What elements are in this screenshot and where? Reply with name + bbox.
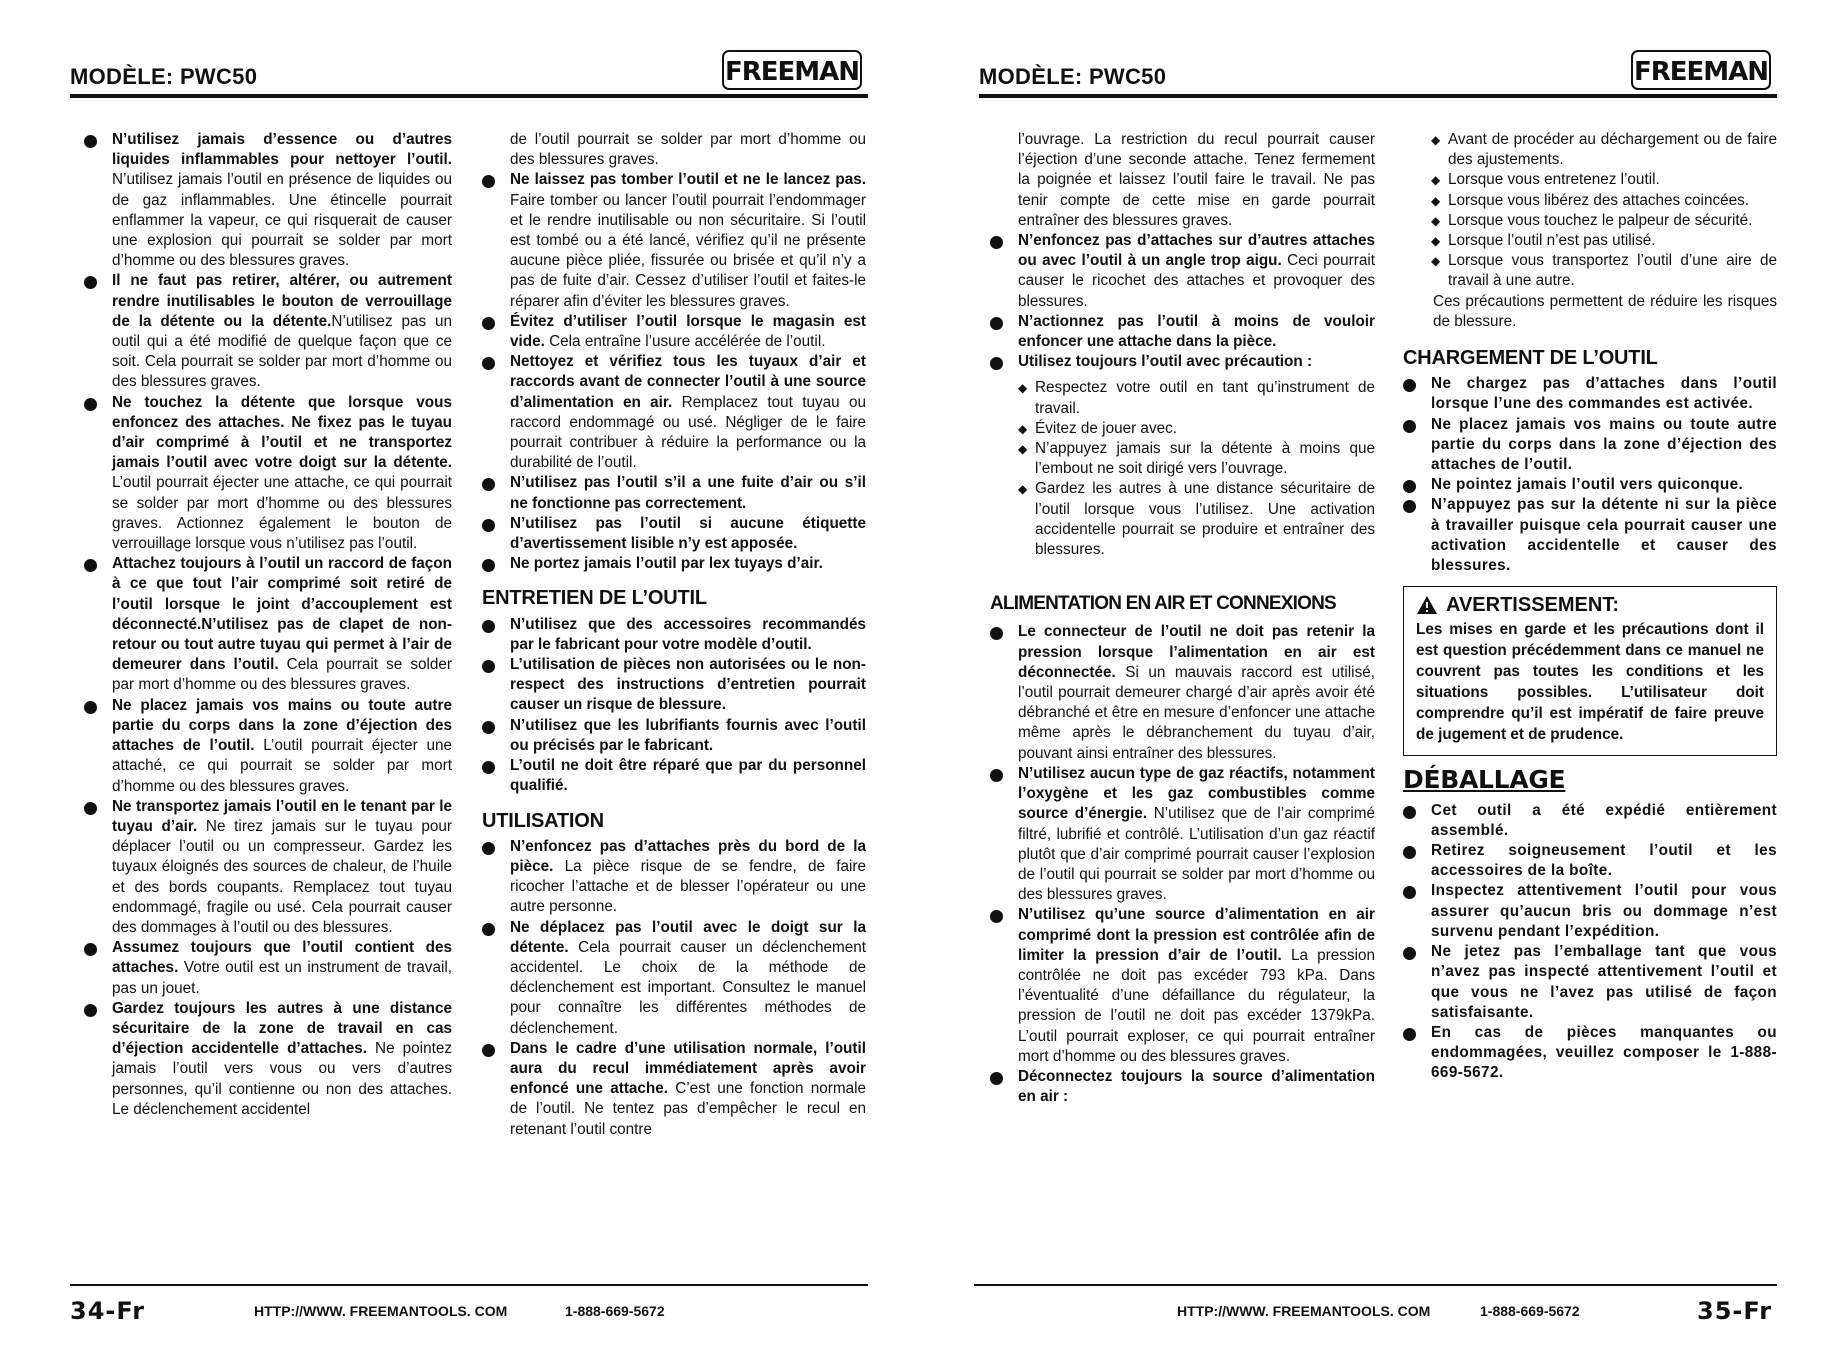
bold-text: Évitez d’utiliser l’outil lorsque le magasin est vide. <box>510 312 866 351</box>
diamond-bullet-icon: ◆ <box>1018 421 1028 436</box>
list-item <box>84 696 452 797</box>
bullet-icon <box>482 519 495 532</box>
bold-text: N’actionnez pas l’outil à moins de vouloir enfoncer une attache dans la pièce. <box>1018 312 1375 351</box>
sub-item-text: Lorsque vous libérez des attaches coincées. <box>1448 191 1750 209</box>
bold-text: N’appuyez pas sur la détente ni sur la pièce à travailler puisque cela pourrait causer une activation accidentelle et causer des blessures. <box>1431 496 1777 575</box>
bold-text: N’enfoncez pas d’attaches près du bord de la pièce. <box>510 837 866 875</box>
bullet-icon <box>482 559 495 572</box>
bullet-icon <box>1403 846 1416 859</box>
sub-list-item <box>1403 130 1777 170</box>
right-page <box>917 0 1834 1362</box>
bold-text: Utilisez toujours l’outil avec précaution : <box>1018 353 1313 371</box>
body-text: N’utilisez que de l’air comprimé filtré, lubrifié et contrôlé. L’utilisation d’un gaz réactif plutôt que d’air comprimé pourrait causer l’explosion de l’outil qui pourrait se solder par mort d’homme ou des blessures graves. <box>1018 805 1376 904</box>
sub-item-text: Évitez de jouer avec. <box>1035 419 1177 437</box>
sub-item-text: Lorsque l’outil n’est pas utilisé. <box>1448 232 1656 250</box>
bold-text: Ne touchez la détente que lorsque vous enfoncez des attaches. Ne fixez pas le tuyau d’air comprimé à l’outil et ne transportez jamais l’outil avec votre doigt sur la détente. <box>112 393 452 472</box>
list-item <box>1403 841 1777 881</box>
bold-text: Ne placez jamais vos mains ou toute autre partie du corps dans la zone d’éjection des attaches de l’outil. <box>1431 415 1777 474</box>
bold-text: Inspectez attentivement l’outil pour vous assurer qu’aucun bris ou dommage n’est survenu pendant l’expédition. <box>1431 882 1777 940</box>
body-text: Si un mauvais raccord est utilisé, l’outil pourrait demeurer chargé d’air après avoir été débranché et être en mesure d’enfoncer une attache même après le débranchement du tuyau d’air, pouvant ainsi entraîner des blessures. <box>1018 663 1375 762</box>
warning-box <box>1403 586 1777 756</box>
footer-rule <box>974 1284 1777 1286</box>
page-number: 34-Fr <box>70 1297 146 1325</box>
sub-list-item <box>1403 211 1777 231</box>
list-item <box>990 1067 1375 1107</box>
diamond-bullet-icon: ◆ <box>1018 442 1028 457</box>
bold-text: N’enfoncez pas d’attaches sur d’autres attaches ou avec l’outil à un angle trop aigu. <box>1018 232 1375 270</box>
bold-text: Ne laissez pas tomber l’outil et ne le lancez pas. <box>510 171 866 189</box>
bullet-icon <box>482 317 495 330</box>
body-text: C’est une fonction normale de l’outil. Ne tentez pas d’empêcher le recul en retenant l’outil contre <box>510 1080 866 1138</box>
sub-list-item <box>1403 231 1777 251</box>
bullet-icon <box>482 357 495 370</box>
bold-text: Retirez soigneusement l’outil et les accessoires de la boîte. <box>1431 842 1777 880</box>
bullet-icon <box>84 559 97 572</box>
bullet-icon <box>482 1044 495 1057</box>
sub-item-text: Lorsque vous touchez le palpeur de sécurité. <box>1448 211 1753 229</box>
diamond-bullet-icon: ◆ <box>1018 381 1028 396</box>
list-item <box>1403 374 1777 414</box>
list-item <box>84 271 452 392</box>
bullet-icon <box>482 761 495 774</box>
alimentation-heading: ALIMENTATION EN AIR ET CONNEXIONS <box>990 593 1336 615</box>
bullet-icon <box>482 660 495 673</box>
body-text: Cela pourrait causer un déclenchement accidentel. Le choix de la méthode de déclenchement est important. Consultez le manuel pour connaître les différentes méthodes de déclenchement. <box>510 938 866 1037</box>
bold-text: Nettoyez et vérifiez tous les tuyaux d’air et raccords avant de connecter l’outil à une source d’alimentation en air. <box>510 353 866 411</box>
bold-text: Ne déplacez pas l’outil avec le doigt sur la détente. <box>510 918 866 956</box>
website-url: HTTP://WWW. FREEMANTOOLS. COM <box>254 1303 508 1319</box>
sub-item-text: N’appuyez jamais sur la détente à moins que l’embout ne soit dirigé vers l’ouvrage. <box>1035 440 1375 478</box>
model-header: MODÈLE: PWC50 <box>979 64 1167 89</box>
sub-item-text: Respectez votre outil en tant qu’instrument de travail. <box>1035 379 1375 417</box>
bold-text: Assumez toujours que l’outil contient des attaches. <box>112 939 452 977</box>
body-text: Ne pointez jamais l’outil vers vous ou vers d’autres personnes, qu’il contienne ou non des attaches. Le déclenchement accidentel <box>112 1040 452 1118</box>
body-text: Cela pourrait se solder par mort d’homme ou des blessures graves. <box>112 656 452 694</box>
list-item <box>990 622 1375 763</box>
bullet-icon <box>990 910 1003 923</box>
list-item <box>482 170 866 311</box>
sub-list-item <box>1403 170 1777 190</box>
right-column-2 <box>1403 130 1777 1084</box>
sub-list-item <box>1403 191 1777 211</box>
entretien-heading: ENTRETIEN DE L’OUTIL <box>482 587 707 610</box>
left-column-2 <box>482 130 866 1140</box>
diamond-bullet-icon: ◆ <box>1018 482 1028 497</box>
bullet-icon <box>84 943 97 956</box>
sub-list-item <box>990 479 1375 560</box>
list-item <box>990 312 1375 352</box>
sub-item-text: Gardez les autres à une distance sécuritaire de l’outil lorsque vous l’utilisez. Une activation accidentelle pourrait se produire et entraîner des blessures. <box>1035 480 1375 559</box>
bullet-icon <box>1403 480 1416 493</box>
warning-title: AVERTISSEMENT: <box>1446 594 1619 617</box>
bold-text: Ne transportez jamais l’outil en le tenant par le tuyau d’air. <box>112 797 452 835</box>
sub-item-text: Avant de procéder au déchargement ou de faire des ajustements. <box>1448 131 1777 169</box>
diamond-bullet-icon: ◆ <box>1431 213 1441 228</box>
list-item <box>1403 1023 1777 1084</box>
bullet-icon <box>84 398 97 411</box>
list-item <box>482 615 866 655</box>
chargement-heading: CHARGEMENT DE L’OUTIL <box>1403 347 1658 370</box>
bullet-icon <box>990 627 1003 640</box>
sub-item-text: Lorsque vous transportez l’outil d’une aire de travail à une autre. <box>1448 252 1777 290</box>
diamond-bullet-icon: ◆ <box>1431 254 1441 269</box>
list-item <box>482 352 866 473</box>
list-item <box>482 837 866 918</box>
list-item <box>990 905 1375 1067</box>
bullet-icon <box>84 701 97 714</box>
bullet-icon <box>1403 1028 1416 1041</box>
bullet-icon <box>482 842 495 855</box>
list-item <box>990 231 1375 312</box>
body-text: La pièce risque de se fendre, de faire ricocher l’attache et de blesser l’opérateur ou une autre personne. <box>510 857 866 916</box>
body-text: Cela entraîne l’usure accélérée de l’outil. <box>544 333 826 351</box>
body-text: Ne tirez jamais sur le tuyau pour déplacer l’outil ou un compresseur. Gardez les tuyaux éloignés des sources de chaleur, de l’huile et des bords coupants. Remplacez tout tuyau endommagé, fragile ou usé. Cela pourrait causer des dommages à l’outil ou des blessures. <box>112 817 452 936</box>
continued-text: l’ouvrage. La restriction du recul pourrait causer l’éjection d’une seconde attache. Tenez fermement la poignée et laissez l’outil faire le travail. Ne pas tenir compte de cette mise en garde pourrait entraîner des blessures graves. <box>1018 131 1375 229</box>
bold-text: N’utilisez que des accessoires recommandés par le fabricant pour votre modèle d’outil. <box>510 615 866 653</box>
body-text: Votre outil est un instrument de travail, pas un jouet. <box>112 959 452 997</box>
list-item <box>84 938 452 999</box>
svg-text:FREEMAN: FREEMAN <box>724 57 860 87</box>
diamond-bullet-icon: ◆ <box>1431 193 1441 208</box>
list-item <box>84 130 452 271</box>
bullet-icon <box>1403 886 1416 899</box>
body-text: N’utilisez jamais l’outil en présence de liquides ou de gaz inflammables. Une étincelle pourrait enflammer la vapeur, ce qui risquerait de causer une explosion qui pourrait se solder par mort d’homme ou des blessures graves. <box>112 171 452 270</box>
website-url: HTTP://WWW. FREEMANTOOLS. COM <box>1177 1303 1431 1319</box>
list-item <box>482 716 866 756</box>
freeman-logo <box>722 50 862 90</box>
bold-text: N’utilisez qu’une source d’alimentation en air comprimé dont la pression est contrôlée afin de limiter la pression d’air de l’outil. <box>1018 906 1375 964</box>
bullet-icon <box>1403 500 1416 513</box>
body-text: N’utilisez pas un outil qui a été modifié de quelque façon que ce soit. Cela pourrait se solder par mort d’homme ou des blessures graves. <box>112 312 452 391</box>
sub-list-item <box>990 419 1375 439</box>
bold-text: N’utilisez pas l’outil si aucune étiquette d’avertissement lisible n’y est apposée. <box>510 514 866 553</box>
list-item <box>84 797 452 938</box>
list-item <box>482 756 866 796</box>
body-text: La pression contrôlée ne doit pas excéder 793 kPa. Dans l’éventualité d’une défaillance du régulateur, la pression de l’outil ne doit pas excéder 1379kPa. L’outil pourrait exploser, ce qui pourrait entraîner mort d’homme ou des blessures graves. <box>1018 946 1375 1065</box>
utilisation-heading: UTILISATION <box>482 809 604 832</box>
freeman-logo <box>1631 50 1771 90</box>
list-item <box>84 999 452 1120</box>
list-item <box>482 1039 866 1140</box>
list-item <box>482 655 866 716</box>
phone-number: 1-888-669-5672 <box>1480 1303 1580 1319</box>
phone-number: 1-888-669-5672 <box>565 1303 665 1319</box>
warning-text: Les mises en garde et les précautions dont il est question précédemment dans ce manuel ne couvrent pas toutes les conditions et les situations possibles. L’utilisateur doit comprendre qu’il est impératif de faire preuve de jugement et de prudence. <box>1416 621 1764 744</box>
sub-list-item <box>990 439 1375 479</box>
body-text: Remplacez tout tuyau ou raccord endommagé ou usé. Négliger de le faire pourrait contribuer à réduire la performance ou la durabilité de l’outil. <box>510 393 866 472</box>
page-number: 35-Fr <box>1697 1297 1773 1325</box>
precaution-note: Ces précautions permettent de réduire les risques de blessure. <box>1433 292 1777 330</box>
bullet-icon <box>482 175 495 188</box>
continued-text: de l’outil pourrait se solder par mort d’homme ou des blessures graves. <box>510 131 866 169</box>
bold-text: Ne chargez pas d’attaches dans l’outil lorsque l’une des commandes est activée. <box>1431 375 1777 413</box>
list-item <box>1403 495 1777 576</box>
bullet-icon <box>990 236 1003 249</box>
list-item <box>1403 475 1777 495</box>
list-item <box>84 554 452 695</box>
bullet-icon <box>84 1004 97 1017</box>
bold-text: Il ne faut pas retirer, altérer, ou autrement rendre inutilisables le bouton de verrouillage de la détente ou la détente. <box>112 272 452 330</box>
bold-text: Ne placez jamais vos mains ou toute autre partie du corps dans la zone d’éjection des attaches de l’outil. <box>112 696 452 755</box>
header-rule <box>979 94 1777 98</box>
bullet-icon <box>84 276 97 289</box>
bullet-icon <box>990 769 1003 782</box>
bold-text: N’utilisez aucun type de gaz réactifs, notamment l’oxygène et les gaz combustibles comme source d’énergie. <box>1018 764 1375 823</box>
list-item <box>1403 415 1777 476</box>
list-item <box>482 514 866 554</box>
sub-list-item <box>990 378 1375 418</box>
list-item <box>990 764 1375 905</box>
right-column-1 <box>990 130 1375 1107</box>
list-item <box>990 352 1375 372</box>
bullet-icon <box>84 135 97 148</box>
bullet-icon <box>1403 420 1416 433</box>
left-column-1 <box>84 130 452 1120</box>
bold-text: Ne pointez jamais l’outil vers quiconque. <box>1431 476 1744 494</box>
bullet-icon <box>482 923 495 936</box>
body-text: L’outil pourrait éjecter une attaché, ce qui pourrait se solder par mort d’homme ou des blessures graves. <box>112 737 452 795</box>
list-item <box>1403 942 1777 1023</box>
bullet-icon <box>1403 806 1416 819</box>
bullet-icon <box>990 1072 1003 1085</box>
deballage-heading: DÉBALLAGE <box>1403 765 1566 795</box>
bold-text: Gardez toujours les autres à une distance sécuritaire de la zone de travail en cas d’éjection accidentelle d’attaches. <box>112 999 452 1058</box>
list-item <box>482 554 866 574</box>
bold-text: Attachez toujours à l’outil un raccord de façon à ce que tout l’air comprimé soit retiré de l’outil lorsque le joint d’accouplement est déconnecté.N’utilisez pas de clapet de non-retour ou tout autre tuyau qui permet à l’air de demeurer dans l’outil. <box>112 555 452 674</box>
diamond-bullet-icon: ◆ <box>1431 133 1441 147</box>
sub-item-text: Lorsque vous entretenez l’outil. <box>1448 171 1660 189</box>
bullet-icon <box>482 620 495 633</box>
body-text: Faire tomber ou lancer l’outil pourrait l’endommager et le rendre inutilisable ou non sécuritaire. Si l’outil est tombé ou a été lancé, vérifiez qu’il ne présente aucune pièce pliée, fissurée ou brisée et qu’il n’y a pas de fuite d’air. Cessez d’utiliser l’outil et faites-le réparer afin d’éviter les blessures graves. <box>510 191 866 310</box>
bold-text: N’utilisez que les lubrifiants fournis avec l’outil ou précisés par le fabricant. <box>510 716 866 754</box>
bold-text: N’utilisez jamais d’essence ou d’autres liquides inflammables pour nettoyer l’outil. <box>112 131 452 169</box>
bold-text: L’outil ne doit être réparé que par du personnel qualifié. <box>510 757 866 795</box>
body-text: L’outil pourrait éjecter une attache, ce qui pourrait se solder par mort d’homme ou des blessures graves. Actionnez également le bouton de verrouillage lorsque vous n’utilisez pas l’outil. <box>112 474 452 553</box>
header-rule <box>70 94 868 98</box>
bold-text: En cas de pièces manquantes ou endommagées, veuillez composer le 1-888-669-5672. <box>1431 1023 1777 1082</box>
model-header: MODÈLE: PWC50 <box>70 64 258 89</box>
bold-text: N’utilisez pas l’outil s’il a une fuite d’air ou s’il ne fonctionne pas correctement. <box>510 474 866 512</box>
bold-text: Dans le cadre d’une utilisation normale, l’outil aura du recul immédiatement après avoir enfoncé une attache. <box>510 1039 866 1098</box>
sub-list-item <box>1403 251 1777 291</box>
bullet-icon <box>1403 379 1416 392</box>
bullet-icon <box>990 317 1003 330</box>
bullet-icon <box>84 802 97 815</box>
bold-text: Le connecteur de l’outil ne doit pas retenir la pression lorsque l’alimentation en air est déconnectée. <box>1018 623 1375 681</box>
bold-text: Cet outil a été expédié entièrement assemblé. <box>1431 801 1777 839</box>
bullet-icon <box>990 357 1003 370</box>
list-item <box>482 473 866 513</box>
svg-text:FREEMAN: FREEMAN <box>1633 57 1769 87</box>
diamond-bullet-icon: ◆ <box>1431 173 1441 188</box>
bold-text: Ne portez jamais l’outil par lex tuyays d’air. <box>510 555 823 573</box>
bullet-icon <box>482 721 495 734</box>
warning-heading <box>1416 595 1764 615</box>
body-text: Ceci pourrait causer le ricochet des attaches et provoquer des blessures. <box>1018 252 1376 310</box>
bold-text: Ne jetez pas l’emballage tant que vous n’avez pas inspecté attentivement l’outil et que vous ne l’avez pas utilisé de façon satisfaisante. <box>1431 943 1777 1021</box>
list-item <box>1403 801 1777 841</box>
bullet-icon <box>482 478 495 491</box>
bold-text: L’utilisation de pièces non autorisées ou le non-respect des instructions d’entretien pourrait causer un risque de blessure. <box>510 656 866 714</box>
warning-triangle-icon <box>1416 595 1438 615</box>
diamond-bullet-icon: ◆ <box>1431 234 1441 249</box>
list-item <box>482 918 866 1039</box>
list-item <box>1403 881 1777 942</box>
bullet-icon <box>1403 947 1416 960</box>
list-item <box>84 393 452 555</box>
bold-text: Déconnectez toujours la source d’alimentation en air : <box>1018 1067 1375 1106</box>
list-item <box>482 312 866 352</box>
footer-rule <box>70 1284 868 1286</box>
